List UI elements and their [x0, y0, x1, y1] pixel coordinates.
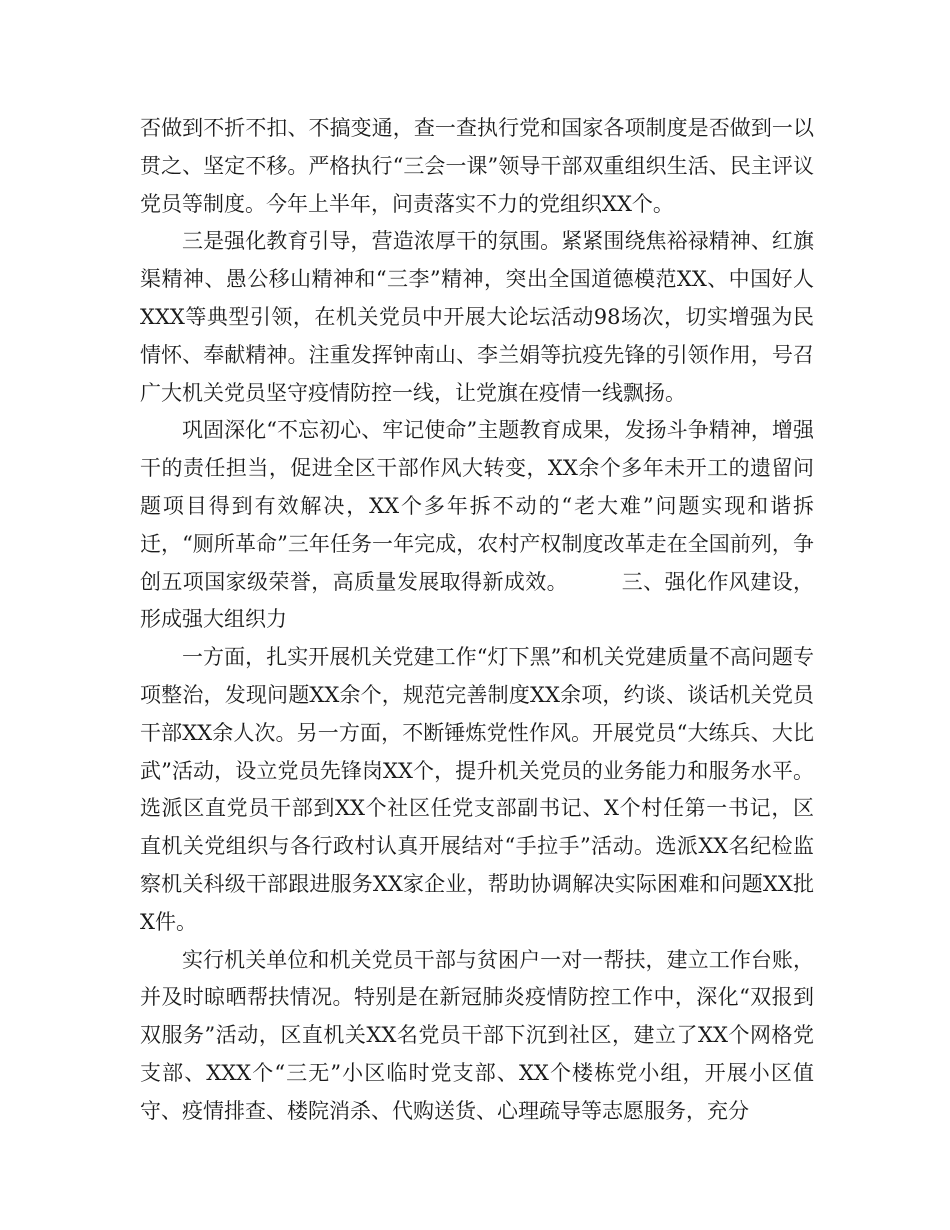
paragraph-theme-education: 巩固深化“不忘初心、牢记使命”主题教育成果，发扬斗争精神，增强干的责任担当，促进全区干部作风大转变，XX余个多年未开工的遗留问题项目得到有效解决，XX个多年拆不动的“老大难”问题实现和谐拆迁，“厕所革命”三年任务一年完成，农村产权制度改革走在全国前列，争创五项国家级荣誉，高质量发展取得新成效。 三、强化作风建设，形成强大组织力: [140, 418, 814, 632]
paragraph-poverty-assistance: 实行机关单位和机关党员干部与贫困户一对一帮扶，建立工作台账，并及时晾晒帮扶情况。特别是在新冠肺炎疫情防控工作中，深化“双报到双服务”活动，区直机关XX名党员干部下沉到社区，建立了XX个网格党支部、XXX个“三无”小区临时党支部、XX个楼栋党小组，开展小区值守、疫情排查、楼院消杀、代购送货、心理疏导等志愿服务，充分: [140, 947, 814, 1123]
paragraph-continuation: 否做到不折不扣、不搞变通，查一查执行党和国家各项制度是否做到一以贯之、坚定不移。严格执行“三会一课”领导干部双重组织生活、民主评议党员等制度。今年上半年，问责落实不力的党组织XX个。: [140, 116, 814, 216]
paragraph-education-guidance: 三是强化教育引导，营造浓厚干的氛围。紧紧围绕焦裕禄精神、红旗渠精神、愚公移山精神和“三李”精神，突出全国道德模范XX、中国好人XXX等典型引领，在机关党员中开展大论坛活动98场次，切实增强为民情怀、奉献精神。注重发挥钟南山、李兰娟等抗疫先锋的引领作用，号召广大机关党员坚守疫情防控一线，让党旗在疫情一线飘扬。: [140, 229, 814, 405]
paragraph-work-style: 一方面，扎实开展机关党建工作“灯下黑”和机关党建质量不高问题专项整治，发现问题XX余个，规范完善制度XX余项，约谈、谈话机关党员干部XX余人次。另一方面，不断锤炼党性作风。开展党员“大练兵、大比武”活动，设立党员先锋岗XX个，提升机关党员的业务能力和服务水平。选派区直党员干部到XX个社区任党支部副书记、X个村任第一书记，区直机关党组织与各行政村认真开展结对“手拉手”活动。选派XX名纪检监察机关科级干部跟进服务XX家企业，帮助协调解决实际困难和问题XX批X件。: [140, 645, 814, 934]
document-body: [140, 110, 814, 1131]
